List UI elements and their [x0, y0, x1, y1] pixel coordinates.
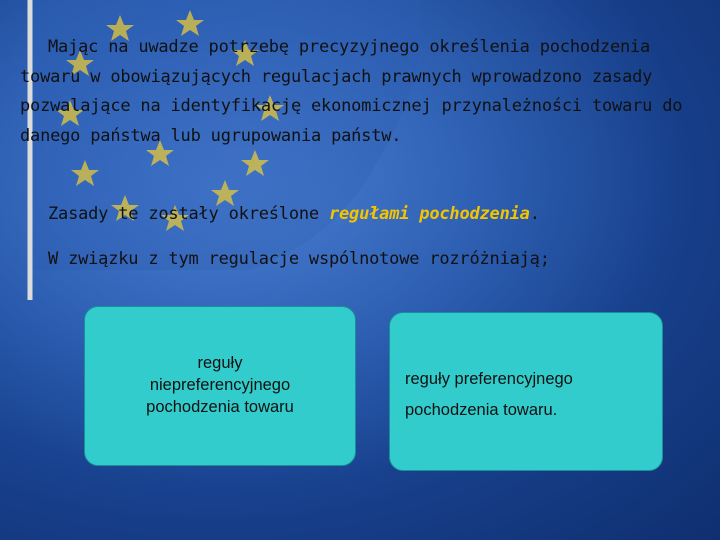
- non-preferential-rules-box: [84, 306, 356, 466]
- box-left-line: reguły: [197, 354, 243, 372]
- rules-of-origin-emphasis: regułami pochodzenia: [328, 204, 530, 224]
- box-left-line: pochodzenia towaru: [146, 398, 294, 416]
- rules-paragraph-end: .: [529, 204, 540, 224]
- box-right-line: pochodzenia towaru.: [405, 401, 558, 419]
- intro-paragraph: Mając na uwadze potrzebę precyzyjnego określenia pochodzenia towaru w obowiązujących regulacjach prawnych wprowadzono zasady pozwalające na identyfikację ekonomicznej przynależności towaru do danego państwa lub ugrupowania państw.: [20, 37, 683, 146]
- box-right-line: reguły preferencyjnego: [405, 370, 573, 388]
- rules-paragraph-start: Zasady te zostały określone: [48, 204, 329, 224]
- rules-paragraph: [48, 199, 708, 229]
- distinction-paragraph: W związku z tym regulacje wspólnotowe rozróżniają;: [48, 249, 550, 269]
- preferential-rules-box: [389, 312, 663, 471]
- non-preferential-rules-text: [85, 352, 355, 418]
- box-left-line: niepreferencyjnego: [149, 376, 291, 394]
